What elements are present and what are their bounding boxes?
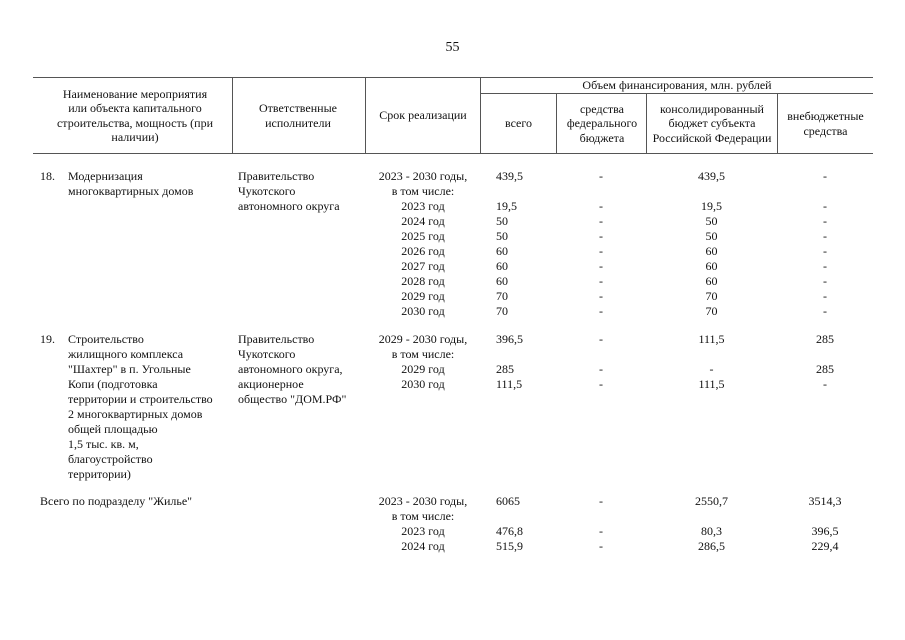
row-federal: - - - - - - - - -	[599, 169, 603, 318]
header-period: Срок реализации	[379, 108, 467, 123]
subtotal-label: Всего по подразделу "Жилье"	[40, 494, 193, 508]
table-header-bottom-rule	[33, 153, 873, 154]
row-number: 18.	[40, 169, 55, 183]
header-name: Наименование мероприятия или объекта капитального строительства, мощность (при наличии)	[56, 86, 213, 144]
row-period: 2023 - 2030 годы, в том числе: 2023 год 2024 год	[378, 494, 468, 553]
row-name: Модернизация многоквартирных домов	[68, 169, 194, 198]
header-total: всего	[504, 116, 533, 131]
header-regional: консолидированный бюджет субъекта Российской Федерации	[652, 101, 772, 145]
row-total: 396,5 285 111,5	[496, 332, 523, 391]
row-name: Строительство жилищного комплекса "Шахтер" в п. Угольные Копи (подготовка территории и строительство 2 многоквартирных домов общей площадью 1,5 тыс. кв. м, благоустройство территории)	[68, 332, 213, 481]
page-number: 55	[445, 40, 460, 55]
header-federal: средства федерального бюджета	[566, 101, 638, 145]
row-total: 439,5 19,5 50 50 60 60 60 70 70	[496, 169, 523, 318]
header-extra: внебюджетные средства	[787, 109, 864, 138]
row-extra: 285 285 -	[816, 332, 834, 391]
row-regional: 2550,7 80,3 286,5	[695, 494, 728, 553]
row-extra: - - - - - - - - -	[823, 169, 827, 318]
row-federal: - - -	[599, 332, 603, 391]
row-extra: 3514,3 396,5 229,4	[808, 494, 842, 553]
col-divider-1	[232, 77, 233, 153]
row-number: 19.	[40, 332, 55, 346]
row-executors: Правительство Чукотского автономного округа, акционерное общество "ДОМ.РФ"	[238, 332, 347, 406]
row-federal: - - -	[599, 494, 603, 553]
row-executors: Правительство Чукотского автономного округа	[238, 169, 340, 213]
row-regional: 111,5 - 111,5	[698, 332, 725, 391]
header-executors: Ответственные исполнители	[259, 101, 337, 130]
row-period: 2029 - 2030 годы, в том числе: 2029 год 2030 год	[378, 332, 468, 391]
row-regional: 439,5 19,5 50 50 60 60 60 70 70	[698, 169, 725, 318]
row-period: 2023 - 2030 годы, в том числе: 2023 год 2024 год 2025 год 2026 год 2027 год 2028 год 2029 год 2030 год	[378, 169, 468, 318]
header-funding: Объем финансирования, млн. рублей	[582, 78, 772, 93]
col-divider-4	[556, 93, 557, 153]
row-total: 6065 476,8 515,9	[496, 494, 523, 553]
